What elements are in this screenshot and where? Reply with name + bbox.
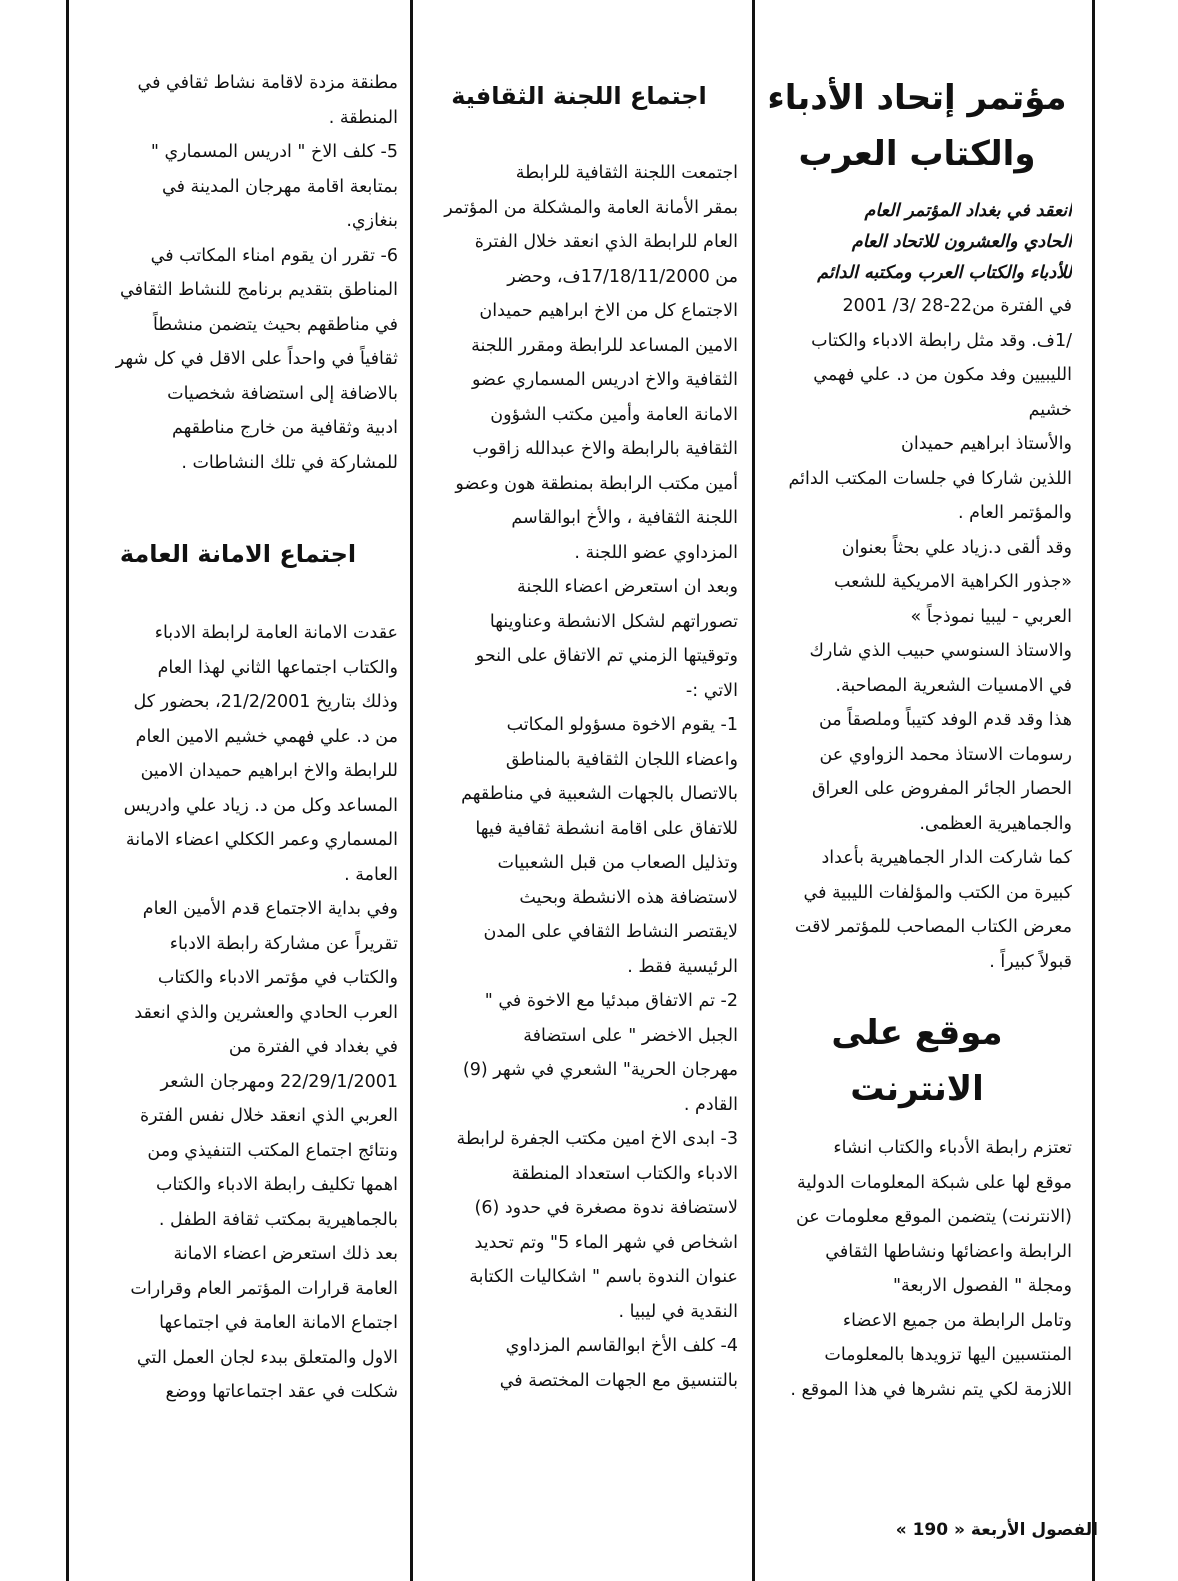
text-line: الثقافية بالرابطة والاخ عبدالله زاقوب (472, 439, 738, 459)
text-line: الرئيسية فقط . (627, 956, 738, 977)
text-line: والمؤتمر العام . (958, 503, 1072, 523)
text-line: مطنقة مزدة لاقامة نشاط ثقافي في (137, 73, 398, 93)
text-line: (الانترنت) يتضمن الموقع معلومات عن (795, 1207, 1072, 1227)
text-line: معرض الكتاب المصاحب للمؤتمر لاقت (794, 917, 1072, 937)
text-line: «جذور الكراهية الامريكية للشعب (833, 572, 1072, 592)
text-line: العرب الحادي والعشرين والذي انعقد (134, 1002, 398, 1023)
text-line: والكتاب في مؤتمر الادباء والكتاب (157, 968, 398, 988)
text-line: اللجنة الثقافية ، والأخ ابوالقاسم (511, 508, 738, 528)
text-line: بالاتصال بالجهات الشعبية في مناطقهم (461, 784, 738, 804)
text-line: الرابطة واعضائها ونشاطها الثقافي (825, 1241, 1072, 1262)
text-line: كبيرة من الكتب والمؤلفات الليبية في (803, 882, 1072, 903)
conference-intro (762, 196, 1072, 289)
text-line: الاتي :- (685, 680, 738, 701)
page-footer: الفصول الأربعة « 190 » (895, 1520, 1098, 1540)
text-line: وتذليل الصعاب من قبل الشعبيات (497, 853, 738, 873)
text-line: المنتسبين اليها تزويدها بالمعلومات (824, 1345, 1072, 1365)
text-line: لاستضافة هذه الانشطة وبحيث (519, 887, 738, 908)
left-column (78, 66, 398, 1410)
text-line: المساعد وكل من د. زياد علي وادريس (123, 795, 398, 816)
text-line: وذلك بتاريخ 21/2/2001، بحضور كل (133, 692, 398, 712)
text-line: اجتماع الامانة العامة في اجتماعها (159, 1313, 398, 1333)
text-line: بالتنسيق مع الجهات المختصة في (499, 1370, 738, 1391)
text-line: تقريراً عن مشاركة رابطة الادباء (169, 933, 398, 954)
text-line: بمتابعة اقامة مهرجان المدينة في (162, 176, 398, 197)
column-rule-center-right (752, 0, 755, 1581)
text-line: اللازمة لكي يتم نشرها في هذا الموقع . (790, 1379, 1072, 1400)
text-line: 22/29/1/2001 ومهرجان الشعر (160, 1071, 398, 1092)
text-line: الحادي والعشرون للاتحاد العام (851, 232, 1072, 252)
text-line: ادبية وثقافية من خارج مناطقهم (171, 418, 398, 438)
text-line: وقد ألقى د.زياد علي بحثاً بعنوان (841, 537, 1072, 558)
text-line: 6- تقرر ان يقوم امناء المكاتب في (150, 245, 398, 266)
text-line: انعقد في بغداد المؤتمر العام (864, 201, 1072, 221)
text-line: الليبيين وفد مكون من د. علي فهمي (813, 365, 1072, 385)
text-line: في الفترة من22-28 /3/ 2001 (842, 296, 1072, 316)
conference-body (762, 289, 1072, 979)
text-line: في مناطقهم بحيث يتضمن منشطاً (152, 314, 398, 335)
general-secretariat-body (78, 616, 398, 1410)
text-line: لاستضافة ندوة مصغرة في حدود (6) (474, 1198, 738, 1218)
text-line: بعد ذلك استعرض اعضاء الامانة (173, 1244, 398, 1264)
text-line: 3- ابدى الاخ امين مكتب الجفرة لرابطة (456, 1129, 738, 1149)
text-line: مهرجان الحرية" الشعري في شهر (9) (462, 1060, 738, 1080)
text-line: القادم . (683, 1094, 738, 1115)
text-line: الاول والمتعلق ببدء لجان العمل التي (136, 1347, 398, 1368)
cultural-committee-continued (78, 66, 398, 480)
text-line: عنوان الندوة باسم " اشكاليات الكتابة (469, 1267, 738, 1287)
text-line: وفي بداية الاجتماع قدم الأمين العام (142, 899, 398, 919)
text-line: خشيم (1028, 399, 1072, 420)
text-line: واعضاء اللجان الثقافية بالمناطق (505, 749, 738, 770)
text-line: الامين المساعد للرابطة ومقرر اللجنة (471, 335, 738, 356)
text-line: من د. علي فهمي خشيم الامين العام (135, 726, 398, 747)
text-line: والاستاذ السنوسي حبيب الذي شارك (809, 641, 1072, 661)
text-line: /1ف. وقد مثل رابطة الادباء والكتاب (811, 330, 1072, 351)
text-line: قبولاً كبيراً . (989, 951, 1072, 972)
text-line: وتوقيتها الزمني تم الاتفاق على النحو (475, 646, 738, 666)
text-line: الادباء والكتاب استعداد المنطقة (511, 1163, 738, 1184)
text-line: الجبل الاخضر " على استضافة (523, 1025, 738, 1046)
cultural-committee-title: اجتماع اللجنة الثقافية (451, 82, 707, 110)
conference-title-line1: مؤتمر إتحاد الأدباء (767, 78, 1067, 118)
internet-site-title: موقع على الانترنت (831, 1013, 1003, 1109)
text-line: ونتائج اجتماع المكتب التنفيذي ومن (147, 1140, 398, 1161)
text-line: اهمها تكليف رابطة الادباء والكتاب (156, 1175, 398, 1195)
text-line: ومجلة " الفصول الاربعة" (892, 1276, 1072, 1296)
text-line: كما شاركت الدار الجماهيرية بأعداد (821, 848, 1072, 868)
text-line: اللذين شاركا في جلسات المكتب الدائم (788, 468, 1072, 489)
text-line: عقدت الامانة العامة لرابطة الادباء (154, 623, 398, 643)
text-line: النقدية في ليبيا . (618, 1301, 738, 1322)
text-line: تعتزم رابطة الأدباء والكتاب انشاء (833, 1138, 1072, 1158)
text-line: من 17/18/11/2000ف، وحضر (507, 266, 738, 287)
text-line: اجتمعت اللجنة الثقافية للرابطة (515, 163, 738, 183)
text-line: في بغداد في الفترة من (228, 1037, 398, 1057)
text-line: بالاضافة إلى استضافة شخصيات (167, 383, 398, 404)
text-line: 4- كلف الأخ ابوالقاسم المزداوي (505, 1336, 738, 1356)
internet-site-body (762, 1131, 1072, 1407)
text-line: والأستاذ ابراهيم حميدان (900, 434, 1072, 454)
column-rule-center-left (410, 0, 413, 1581)
text-line: وتامل الرابطة من جميع الاعضاء (842, 1310, 1072, 1331)
text-line: العامة قرارات المؤتمر العام وقرارات (130, 1278, 398, 1299)
text-line: أمين مكتب الرابطة بمنطقة هون وعضو (455, 473, 738, 494)
text-line: بمقر الأمانة العامة والمشكلة من المؤتمر (444, 197, 738, 218)
right-column (762, 70, 1072, 1407)
text-line: شكلت في عقد اجتماعاتها ووضع (165, 1382, 398, 1402)
text-line: الحصار الجائر المفروض على العراق (811, 779, 1072, 799)
text-line: العربي الذي انعقد خلال نفس الفترة (139, 1106, 398, 1126)
text-line: تصوراتهم لشكل الانشطة وعناوينها (489, 611, 738, 632)
text-line: والكتاب اجتماعها الثاني لهذا العام (157, 657, 398, 678)
text-line: هذا وقد قدم الوفد كتيباً وملصقاً من (818, 710, 1072, 730)
text-line: 5- كلف الاخ " ادريس المسماري " (150, 142, 398, 162)
text-line: للرابطة والاخ ابراهيم حميدان الامين (140, 761, 398, 781)
text-line: والجماهيرية العظمى. (919, 813, 1072, 834)
text-line: المسماري وعمر الككلي اعضاء الامانة (125, 830, 398, 850)
column-rule-left (66, 0, 69, 1581)
text-line: المزداوي عضو اللجنة . (574, 542, 738, 563)
general-secretariat-title: اجتماع الامانة العامة (119, 540, 357, 568)
text-line: بنغازي. (346, 211, 398, 231)
text-line: موقع لها على شبكة المعلومات الدولية (796, 1172, 1072, 1193)
text-line: بالجماهيرية بمكتب ثقافة الطفل . (158, 1209, 398, 1230)
text-line: في الامسيات الشعرية المصاحبة. (835, 675, 1072, 696)
text-line: رسومات الاستاذ محمد الزواوي عن (819, 744, 1072, 765)
text-line: لايقتصر النشاط الثقافي على المدن (483, 922, 738, 942)
text-line: الامانة العامة وأمين مكتب الشؤون (490, 404, 738, 425)
text-line: 1- يقوم الاخوة مسؤولو المكاتب (506, 715, 738, 735)
text-line: للمشاركة في تلك النشاطات . (181, 452, 398, 473)
text-line: الثقافية والاخ ادريس المسماري عضو (472, 370, 738, 390)
text-line: 2- تم الاتفاق مبدئيا مع الاخوة في " (484, 991, 738, 1011)
text-line: الاجتماع كل من الاخ ابراهيم حميدان (479, 301, 738, 321)
text-line: اشخاص في شهر الماء 5" وتم تحديد (474, 1232, 738, 1253)
text-line: العامة . (344, 864, 398, 885)
text-line: للأدباء والكتاب العرب ومكتبه الدائم (817, 263, 1072, 283)
column-rule-right (1092, 0, 1095, 1581)
middle-column (420, 76, 738, 1398)
text-line: المناطق بتقديم برنامج للنشاط الثقافي (120, 280, 398, 300)
text-line: العام للرابطة الذي انعقد خلال الفترة (474, 232, 738, 252)
conference-title-line2: والكتاب العرب (798, 134, 1036, 174)
text-line: وبعد ان استعرض اعضاء اللجنة (517, 577, 738, 597)
cultural-committee-body (420, 156, 738, 1398)
text-line: المنطقة . (328, 107, 398, 128)
text-line: للاتفاق على اقامة انشطة ثقافية فيها (475, 818, 738, 839)
text-line: العربي - ليبيا نموذجاً » (910, 606, 1072, 627)
text-line: ثقافياً في واحداً على الاقل في كل شهر (115, 349, 398, 369)
